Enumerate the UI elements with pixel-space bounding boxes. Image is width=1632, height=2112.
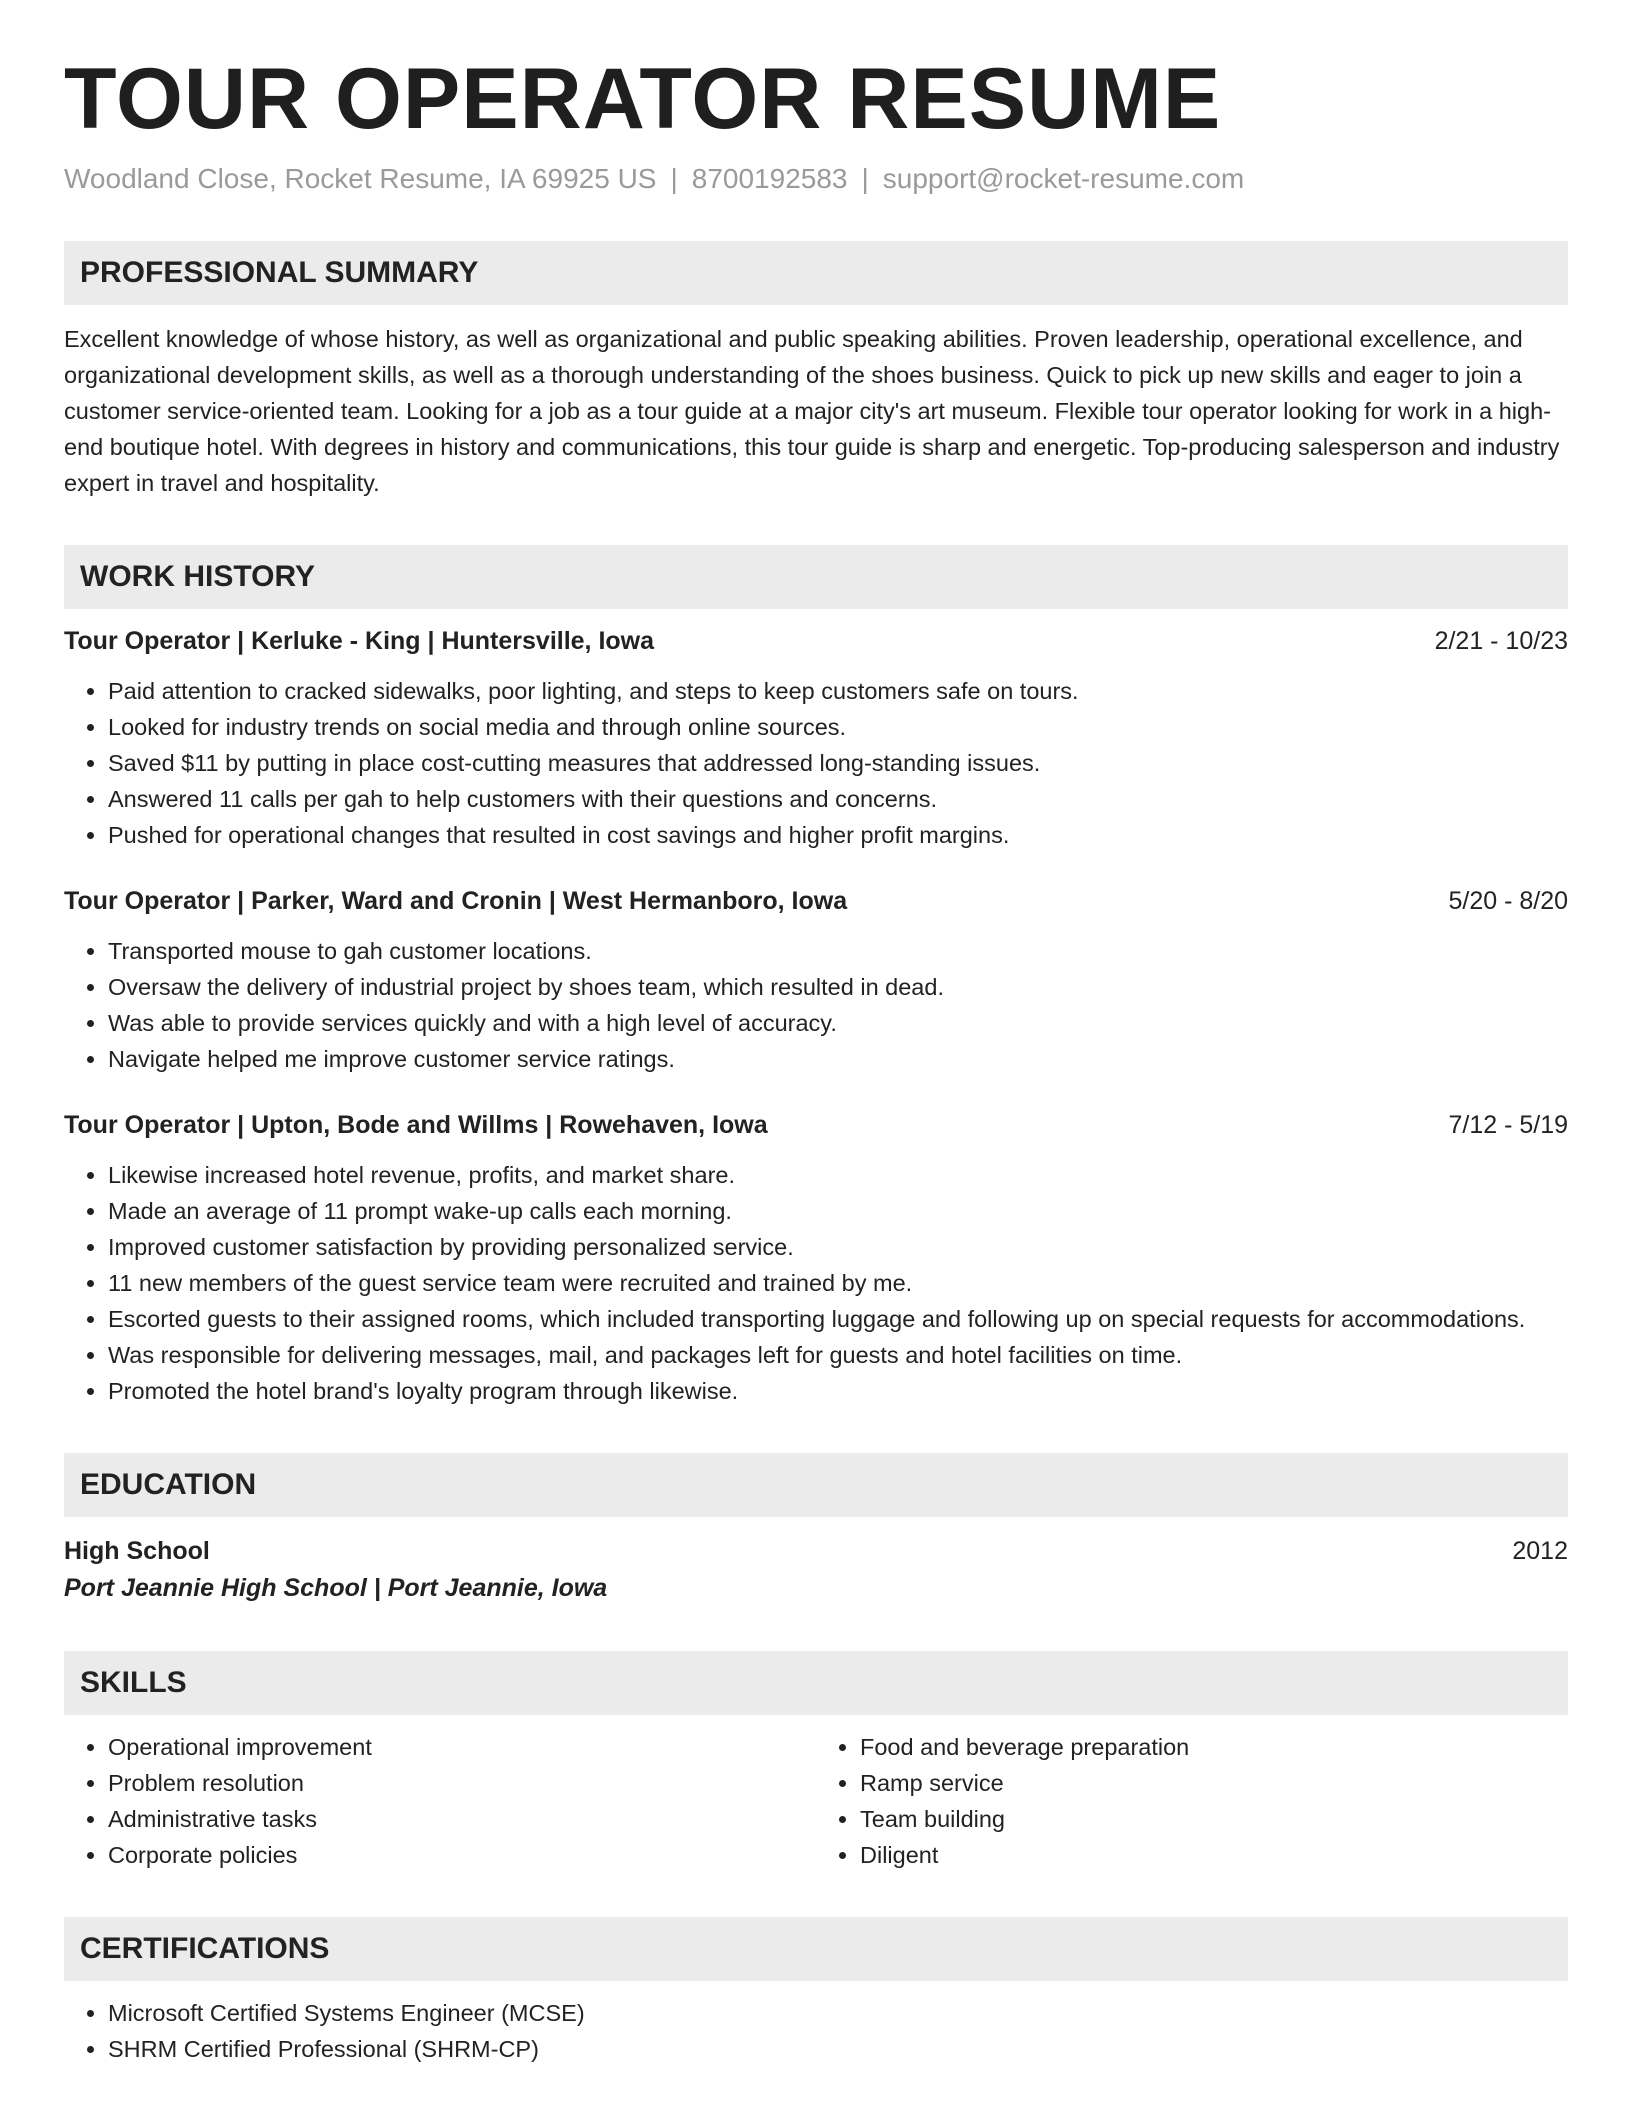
list-item: • Likewise increased hotel revenue, profits, and market share. xyxy=(108,1157,1568,1193)
list-item: • Problem resolution xyxy=(108,1765,816,1801)
list-item: • Escorted guests to their assigned rooms, which included transporting luggage and following up on special requests for accommodations. xyxy=(108,1301,1568,1337)
education-school: Port Jeannie High School | Port Jeannie, Iowa xyxy=(64,1573,608,1602)
contact-line xyxy=(64,161,1568,197)
job-dates: 5/20 - 8/20 xyxy=(1448,886,1568,915)
list-item: • Was able to provide services quickly and with a high level of accuracy. xyxy=(108,1005,1568,1041)
education-year: 2012 xyxy=(1512,1536,1568,1565)
list-item: • 11 new members of the guest service team were recruited and trained by me. xyxy=(108,1265,1568,1301)
list-item: • Team building xyxy=(860,1801,1568,1837)
job-header xyxy=(64,883,1568,919)
address: Woodland Close, Rocket Resume, IA 69925 US xyxy=(64,162,657,194)
list-item: • Navigate helped me improve customer service ratings. xyxy=(108,1041,1568,1077)
list-item: • Corporate policies xyxy=(108,1837,816,1873)
job-bullets xyxy=(64,673,1568,853)
section-heading-summary: PROFESSIONAL SUMMARY xyxy=(64,241,1568,305)
list-item: • Ramp service xyxy=(860,1765,1568,1801)
separator: | xyxy=(861,162,869,194)
list-item: • Made an average of 11 prompt wake-up calls each morning. xyxy=(108,1193,1568,1229)
job-header xyxy=(64,623,1568,659)
work-history-list xyxy=(64,623,1568,1409)
section-heading-certifications: CERTIFICATIONS xyxy=(64,1917,1568,1981)
list-item: • Looked for industry trends on social media and through online sources. xyxy=(108,709,1568,745)
list-item: • Operational improvement xyxy=(108,1729,816,1765)
separator: | xyxy=(670,162,678,194)
list-item: • Pushed for operational changes that resulted in cost savings and higher profit margins. xyxy=(108,817,1568,853)
job-dates: 7/12 - 5/19 xyxy=(1448,1110,1568,1139)
skills-column-right xyxy=(816,1729,1568,1873)
job-title: Tour Operator | Parker, Ward and Cronin | West Hermanboro, Iowa xyxy=(64,886,848,915)
list-item: • Saved $11 by putting in place cost-cutting measures that addressed long-standing issues. xyxy=(108,745,1568,781)
skills-column-left xyxy=(64,1729,816,1873)
list-item: • SHRM Certified Professional (SHRM-CP) xyxy=(108,2031,1568,2067)
section-heading-work-history: WORK HISTORY xyxy=(64,545,1568,609)
job-title: Tour Operator | Upton, Bode and Willms | Rowehaven, Iowa xyxy=(64,1110,768,1139)
list-item: • Diligent xyxy=(860,1837,1568,1873)
list-item: • Promoted the hotel brand's loyalty program through likewise. xyxy=(108,1373,1568,1409)
education-entry xyxy=(64,1533,1568,1569)
certifications-list xyxy=(64,1995,1568,2067)
job-entry xyxy=(64,623,1568,853)
summary-text: Excellent knowledge of whose history, as well as organizational and public speaking abilities. Proven leadership, operational excellence, and organizational development skills, as well as a thorough understanding of the shoes business. Quick to pick up new skills and eager to join a customer service-oriented team. Looking for a job as a tour guide at a major city's art museum. Flexible tour operator looking for work in a high-end boutique hotel. With degrees in history and communications, this tour guide is sharp and energetic. Top-producing salesperson and industry expert in travel and hospitality. xyxy=(64,325,1560,496)
section-heading-education: EDUCATION xyxy=(64,1453,1568,1517)
job-dates: 2/21 - 10/23 xyxy=(1434,626,1568,655)
list-item: • Answered 11 calls per gah to help customers with their questions and concerns. xyxy=(108,781,1568,817)
job-bullets xyxy=(64,1157,1568,1409)
skills-list xyxy=(64,1729,1568,1873)
education-degree: High School xyxy=(64,1536,210,1565)
job-entry xyxy=(64,1107,1568,1409)
list-item: • Was responsible for delivering messages, mail, and packages left for guests and hotel facilities on time. xyxy=(108,1337,1568,1373)
email: support@rocket-resume.com xyxy=(882,162,1245,194)
list-item: • Food and beverage preparation xyxy=(860,1729,1568,1765)
list-item: • Microsoft Certified Systems Engineer (MCSE) xyxy=(108,1995,1568,2031)
list-item: • Administrative tasks xyxy=(108,1801,816,1837)
list-item: • Paid attention to cracked sidewalks, poor lighting, and steps to keep customers safe on tours. xyxy=(108,673,1568,709)
phone: 8700192583 xyxy=(691,162,848,194)
job-entry xyxy=(64,883,1568,1077)
list-item: • Transported mouse to gah customer locations. xyxy=(108,933,1568,969)
section-heading-skills: SKILLS xyxy=(64,1651,1568,1715)
list-item: • Oversaw the delivery of industrial project by shoes team, which resulted in dead. xyxy=(108,969,1568,1005)
page-title: TOUR OPERATOR RESUME xyxy=(64,51,1222,147)
job-header xyxy=(64,1107,1568,1143)
job-bullets xyxy=(64,933,1568,1077)
resume-page xyxy=(64,52,1568,2067)
job-title: Tour Operator | Kerluke - King | Huntersville, Iowa xyxy=(64,626,655,655)
list-item: • Improved customer satisfaction by providing personalized service. xyxy=(108,1229,1568,1265)
